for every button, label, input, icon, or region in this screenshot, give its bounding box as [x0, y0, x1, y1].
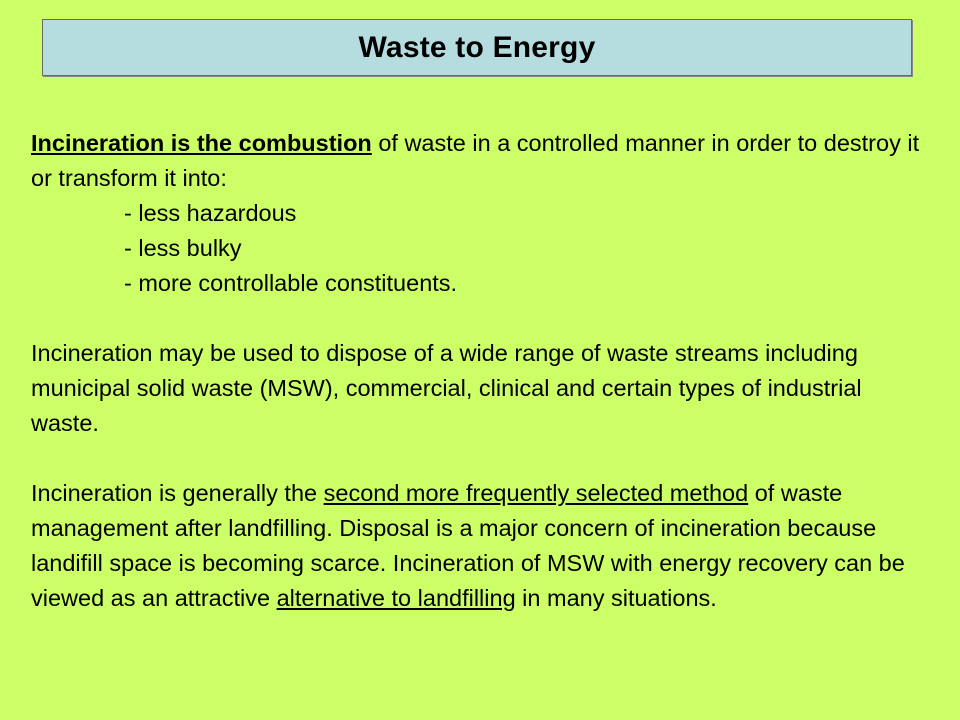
bullet-item: - less hazardous: [124, 200, 297, 226]
frequency-highlight-2: alternative to landfilling: [276, 585, 516, 611]
spacer: [31, 441, 931, 476]
paragraph-definition: [31, 126, 931, 196]
slide-title: Waste to Energy: [358, 30, 596, 64]
frequency-highlight-1: second more frequently selected method: [323, 480, 749, 506]
slide-body: [31, 126, 931, 616]
frequency-text-3: in many situations.: [515, 585, 717, 611]
definition-lead: Incineration is the combustion: [31, 130, 372, 156]
spacer: [31, 301, 931, 336]
title-box: [42, 19, 912, 76]
paragraph-frequency: [31, 476, 931, 616]
paragraph-uses: Incineration may be used to dispose of a wide range of waste streams including municipal solid waste (MSW), commercial, clinical and certain types of industrial waste.: [31, 340, 862, 436]
definition-rest: of waste in a controlled manner in order to destroy it or transform it into:: [31, 130, 920, 191]
bullet-item: - more controllable constituents.: [124, 270, 458, 296]
frequency-text-1: Incineration is generally the: [31, 480, 324, 506]
frequency-text-2: of waste management after landfilling. Disposal is a major concern of incineration because landifill space is becoming scarce. Incineration of MSW with energy recovery can be viewed as an attractive: [31, 480, 905, 611]
bullet-item: - less bulky: [124, 235, 242, 261]
